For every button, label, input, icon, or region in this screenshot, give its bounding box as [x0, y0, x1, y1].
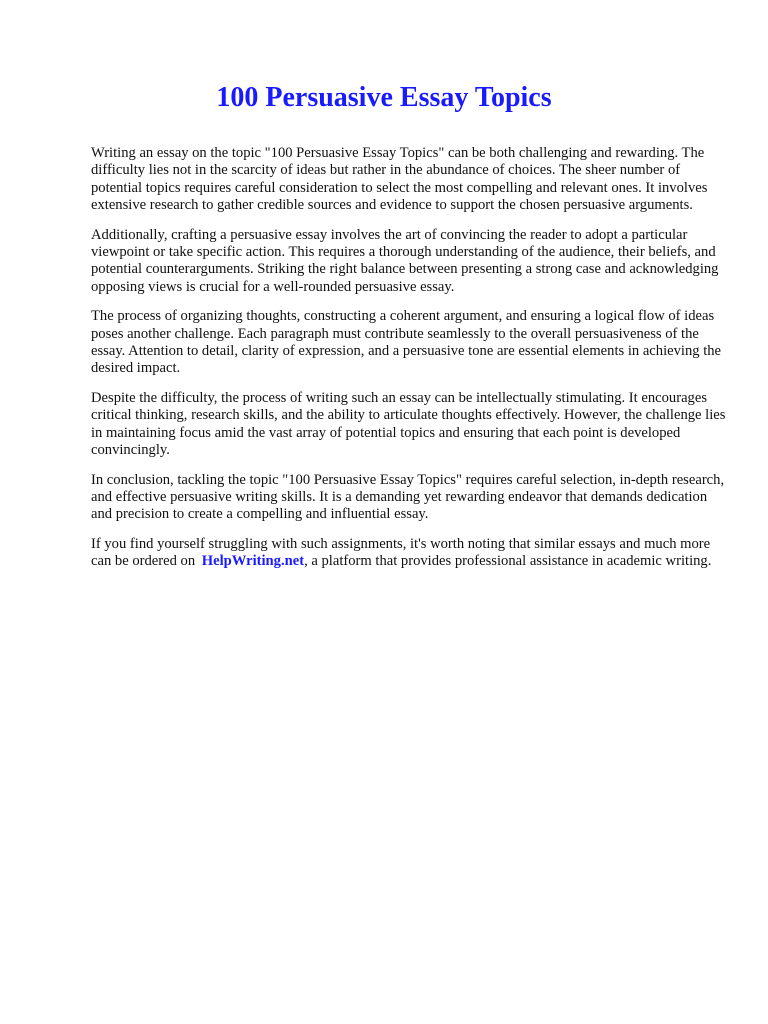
paragraph-4: Despite the difficulty, the process of writing such an essay can be intellectually stimulating. It encourages critical thinking, research skills, and the ability to articulate thoughts effectively. However, the challenge lies in maintaining focus amid the vast array of potential topics and ensuring that each point is developed convincingly.	[91, 390, 726, 458]
final-text-after-link: , a platform that provides professional assistance in academic writing.	[304, 553, 712, 570]
document-body	[91, 145, 731, 583]
document-title: 100 Persuasive Essay Topics	[216, 82, 552, 113]
paragraph-final	[91, 536, 731, 571]
paragraph-2: Additionally, crafting a persuasive essay involves the art of convincing the reader to adopt a particular viewpoint or take specific action. This requires a thorough understanding of the audience, their beliefs, and potential counterarguments. Striking the right balance between presenting a strong case and acknowledging opposing views is crucial for a well-rounded persuasive essay.	[91, 226, 719, 295]
paragraph-5: In conclusion, tackling the topic "100 Persuasive Essay Topics" requires careful selection, in-depth research, and effective persuasive writing skills. It is a demanding yet rewarding endeavor that demands dedication and precision to create a compelling and influential essay.	[91, 471, 725, 523]
helpwriting-link[interactable]: HelpWriting.net	[201, 553, 305, 570]
final-text-before-link: If you find yourself struggling with such assignments, it's worth noting that similar essays and much more can be ordered on	[91, 536, 711, 570]
paragraph-3: The process of organizing thoughts, constructing a coherent argument, and ensuring a logical flow of ideas poses another challenge. Each paragraph must contribute seamlessly to the overall persuasiveness of the essay. Attention to detail, clarity of expression, and a persuasive tone are essential elements in achieving the desired impact.	[91, 308, 722, 377]
paragraph-1: Writing an essay on the topic "100 Persuasive Essay Topics" can be both challenging and rewarding. The difficulty lies not in the scarcity of ideas but rather in the abundance of choices. The sheer number of potential topics requires careful consideration to select the most compelling and relevant ones. It involves extensive research to gather credible sources and evidence to support the chosen persuasive arguments.	[91, 145, 708, 213]
